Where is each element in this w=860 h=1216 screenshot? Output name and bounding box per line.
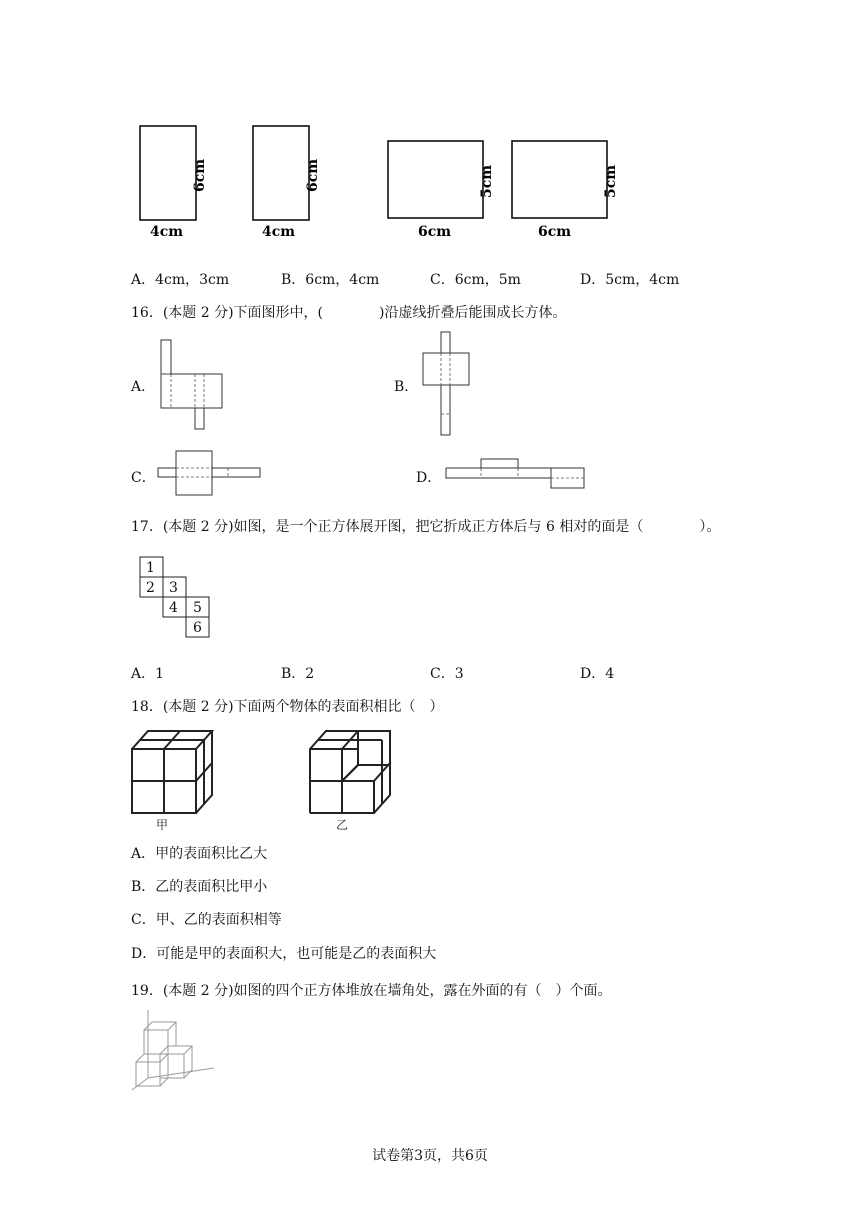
q15-option-a: A．4cm，3cm [131, 272, 230, 288]
q18-label-yi: 乙 [336, 818, 349, 832]
q17-cell-5: 5 [193, 600, 202, 616]
q18-solid-yi [306, 726, 398, 834]
q17-option-b: B．2 [281, 666, 315, 682]
page-footer: 试卷第3页，共6页 [372, 1148, 488, 1164]
q17-option-c: C．3 [430, 666, 464, 682]
q16-label-b: B． [394, 379, 419, 395]
q15-fig2-bottom-label: 4cm [262, 224, 296, 240]
q15-option-c: C．6cm，5m [430, 272, 521, 288]
q18-solid-jia [128, 726, 220, 834]
q15-option-d: D．5cm，4cm [580, 272, 680, 288]
q17-cell-3: 3 [169, 580, 178, 596]
q18-stem: 18．(本题 2 分)下面两个物体的表面积相比（ ） [131, 699, 444, 715]
q16-stem: 16．(本题 2 分)下面图形中，( )沿虚线折叠后能围成长方体。 [131, 305, 567, 321]
q15-fig3-bottom-label: 6cm [418, 224, 452, 240]
q15-fig3-side-label: 5cm [479, 164, 495, 198]
q15-rectangles-figure [120, 110, 640, 245]
q16-label-d: D． [416, 470, 442, 486]
q15-fig4-bottom-label: 6cm [538, 224, 572, 240]
q16-label-c: C． [131, 470, 156, 486]
q15-fig1-bottom-label: 4cm [150, 224, 184, 240]
q17-cell-6: 6 [193, 620, 202, 636]
q17-cell-1: 1 [146, 560, 155, 576]
q19-wall-corner-cubes [128, 1008, 218, 1093]
q15-option-b: B．6cm，4cm [281, 272, 380, 288]
q16-net-b [418, 330, 473, 440]
q17-stem: 17．(本题 2 分)如图，是一个正方体展开图，把它折成正方体后与 6 相对的面是（ ）。 [131, 519, 721, 535]
q17-option-d: D．4 [580, 666, 615, 682]
q15-fig4-side-label: 5cm [603, 164, 619, 198]
q15-fig1-side-label: 6cm [192, 158, 208, 192]
q17-cell-4: 4 [169, 600, 178, 616]
q19-stem: 19．(本题 2 分)如图的四个正方体堆放在墙角处，露在外面的有（ ）个面。 [131, 983, 612, 999]
q18-option-d: D．可能是甲的表面积大，也可能是乙的表面积大 [131, 946, 437, 962]
q17-cube-net [139, 556, 214, 644]
q16-net-c [155, 448, 265, 500]
q16-net-a [155, 338, 230, 433]
q18-option-c: C．甲、乙的表面积相等 [131, 912, 282, 928]
q16-label-a: A． [131, 379, 156, 395]
q16-net-d [443, 455, 588, 491]
q17-option-a: A．1 [131, 666, 165, 682]
q17-cell-2: 2 [146, 580, 155, 596]
q15-fig2-side-label: 6cm [305, 158, 321, 192]
q18-label-jia: 甲 [156, 818, 169, 832]
q18-option-b: B．乙的表面积比甲小 [131, 879, 268, 895]
q18-option-a: A．甲的表面积比乙大 [131, 846, 268, 862]
